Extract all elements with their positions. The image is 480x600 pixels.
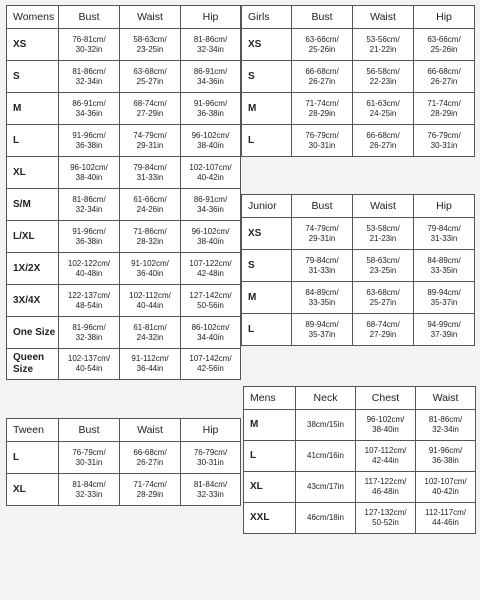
size-label: XL [13,166,26,178]
neck-value: 46cm/18in [307,513,344,522]
column-header-hip: Hip [414,195,475,218]
bust-value: 102-122cm/ 40-48in [67,258,111,278]
chest-value: 127-132cm/ 50-52in [364,508,407,527]
hip-value: 89-94cm/ 35-37in [427,287,461,307]
junior-size-table [241,194,475,346]
table-row [244,472,476,503]
waist-value: 74-79cm/ 29-31in [133,130,167,150]
size-label: L [13,134,20,146]
hip-value: 107-142cm/ 42-56in [189,354,232,373]
waist-value: 56-58cm/ 22-23in [366,66,400,86]
bust-value: 76-81cm/ 30-32in [72,34,106,54]
waist-value: 102-107cm/ 40-42in [424,477,467,496]
hip-value: 86-91cm/ 34-36in [193,194,228,214]
column-header-hip: Hip [414,6,475,29]
waist-value: 91-96cm/ 36-38in [428,446,463,465]
waist-value: 68-74cm/ 27-29in [133,98,167,118]
table-row [242,218,475,250]
waist-value: 61-63cm/ 24-25in [366,98,400,118]
waist-value: 53-58cm/ 21-23in [366,223,400,243]
waist-value: 81-86cm/ 32-34in [428,415,463,434]
table-row [7,125,241,157]
table-row [7,221,241,253]
hip-value: 94-99cm/ 37-39in [427,319,461,339]
bust-value: 81-96cm/ 32-38in [72,322,106,342]
table-row [7,317,241,349]
bust-value: 96-102cm/ 38-40in [70,162,108,182]
waist-value: 66-68cm/ 26-27in [133,447,167,467]
column-header-waist: Waist [120,419,181,442]
hip-value: 96-102cm/ 38-40in [191,226,230,246]
size-label: L [250,450,257,461]
size-label: M [248,102,257,114]
waist-value: 61-81cm/ 24-32in [133,322,167,342]
chest-value: 96-102cm/ 38-40in [366,415,405,434]
hip-value: 86-91cm/ 34-36in [193,66,228,86]
hip-value: 96-102cm/ 38-40in [191,130,230,150]
hip-value: 71-74cm/ 28-29in [427,98,461,118]
size-label: XXL [250,512,270,523]
size-label: XS [248,38,262,50]
size-label: XL [13,483,26,495]
table-row [7,29,241,61]
bust-value: 91-96cm/ 36-38in [72,130,106,150]
size-label: Queen Size [13,352,45,375]
column-header-chest: Chest [356,387,416,410]
size-label: XL [250,481,263,492]
hip-value: 91-96cm/ 36-38in [193,98,228,118]
table-row [7,253,241,285]
waist-value: 112-117cm/ 44-46in [424,508,467,527]
table-row [242,250,475,282]
table-title: Tween [7,419,59,442]
waist-value: 102-112cm/ 40-44in [129,290,171,310]
table-row [7,61,241,93]
table-header-row [242,195,475,218]
girls-size-table [241,5,475,157]
bust-value: 76-79cm/ 30-31in [305,130,339,150]
bust-value: 63-66cm/ 25-26in [305,34,339,54]
table-title: Girls [242,6,292,29]
table-row [242,29,475,61]
size-label: S/M [13,198,31,210]
size-label: M [13,102,22,114]
column-header-bust: Bust [59,6,120,29]
bust-value: 84-89cm/ 33-35in [305,287,339,307]
table-row [7,157,241,189]
column-header-waist: Waist [120,6,181,29]
column-header-bust: Bust [59,419,120,442]
neck-value: 38cm/15in [307,420,344,429]
size-label: L [248,134,255,146]
size-label: S [248,70,255,82]
table-title: Womens [7,6,59,29]
hip-value: 102-107cm/ 40-42in [189,162,232,182]
hip-value: 107-122cm/ 42-48in [189,258,232,278]
table-title: Junior [242,195,292,218]
table-row [7,349,241,380]
table-row [7,189,241,221]
size-label: XS [248,227,262,239]
table-row [242,125,475,157]
bust-value: 71-74cm/ 28-29in [305,98,339,118]
bust-value: 122-137cm/ 48-54in [67,290,111,310]
waist-value: 66-68cm/ 26-27in [366,130,400,150]
mens-size-table [243,386,476,534]
waist-value: 53-56cm/ 21-22in [366,34,400,54]
column-header-bust: Bust [292,195,353,218]
table-row [242,61,475,93]
bust-value: 66-68cm/ 26-27in [305,66,339,86]
table-row [244,441,476,472]
hip-value: 81-84cm/ 32-33in [193,479,228,499]
chest-value: 117-122cm/ 46-48in [364,477,407,496]
table-header-row [244,387,476,410]
table-header-row [242,6,475,29]
hip-value: 76-79cm/ 30-31in [427,130,461,150]
table-row [7,93,241,125]
hip-value: 127-142cm/ 50-56in [189,290,232,310]
waist-value: 91-102cm/ 36-40in [131,258,169,278]
table-header-row [7,6,241,29]
size-label: L [248,323,255,335]
hip-value: 86-102cm/ 34-40in [191,322,230,342]
table-row [242,93,475,125]
bust-value: 102-137cm/ 40-54in [67,354,111,373]
table-row [7,442,241,474]
bust-value: 79-84cm/ 31-33in [305,255,339,275]
waist-value: 61-66cm/ 24-26in [133,194,167,214]
hip-value: 79-84cm/ 31-33in [427,223,461,243]
table-row [7,285,241,317]
waist-value: 63-68cm/ 25-27in [133,66,167,86]
column-header-bust: Bust [292,6,353,29]
hip-value: 81-86cm/ 32-34in [193,34,228,54]
waist-value: 79-84cm/ 31-33in [133,162,167,182]
neck-value: 41cm/16in [307,451,344,460]
column-header-neck: Neck [296,387,356,410]
size-label: XS [13,38,27,50]
tween-size-table [6,418,241,506]
table-row [242,282,475,314]
column-header-waist: Waist [353,6,414,29]
hip-value: 84-89cm/ 33-35in [427,255,461,275]
bust-value: 81-86cm/ 32-34in [72,66,106,86]
table-row [244,410,476,441]
bust-value: 86-91cm/ 34-36in [72,98,106,118]
bust-value: 76-79cm/ 30-31in [72,447,106,467]
hip-value: 66-68cm/ 26-27in [427,66,461,86]
column-header-waist: Waist [416,387,476,410]
size-label: 3X/4X [13,294,41,306]
size-label: L/XL [13,230,35,242]
table-header-row [7,419,241,442]
size-label: M [250,419,259,430]
waist-value: 71-74cm/ 28-29in [133,479,167,499]
waist-value: 91-112cm/ 36-44in [131,354,169,373]
table-row [244,503,476,534]
size-label: M [248,291,257,303]
column-header-hip: Hip [181,6,241,29]
size-label: S [13,70,20,82]
waist-value: 63-68cm/ 25-27in [366,287,400,307]
bust-value: 91-96cm/ 36-38in [72,226,106,246]
size-label: One Size [13,326,56,338]
column-header-hip: Hip [181,419,241,442]
bust-value: 81-86cm/ 32-34in [72,194,106,214]
size-label: L [13,451,20,463]
waist-value: 58-63cm/ 23-25in [366,255,400,275]
table-title: Mens [244,387,296,410]
chest-value: 107-112cm/ 42-44in [364,446,407,465]
size-label: S [248,259,255,271]
neck-value: 43cm/17in [307,482,344,491]
hip-value: 63-66cm/ 25-26in [427,34,461,54]
bust-value: 89-94cm/ 35-37in [305,319,339,339]
table-row [7,474,241,506]
waist-value: 58-63cm/ 23-25in [133,34,167,54]
bust-value: 81-84cm/ 32-33in [72,479,106,499]
waist-value: 71-86cm/ 28-32in [133,226,167,246]
table-row [242,314,475,346]
womens-size-table [6,5,241,380]
hip-value: 76-79cm/ 30-31in [193,447,228,467]
bust-value: 74-79cm/ 29-31in [305,223,339,243]
size-label: 1X/2X [13,262,41,274]
column-header-waist: Waist [353,195,414,218]
waist-value: 68-74cm/ 27-29in [366,319,400,339]
